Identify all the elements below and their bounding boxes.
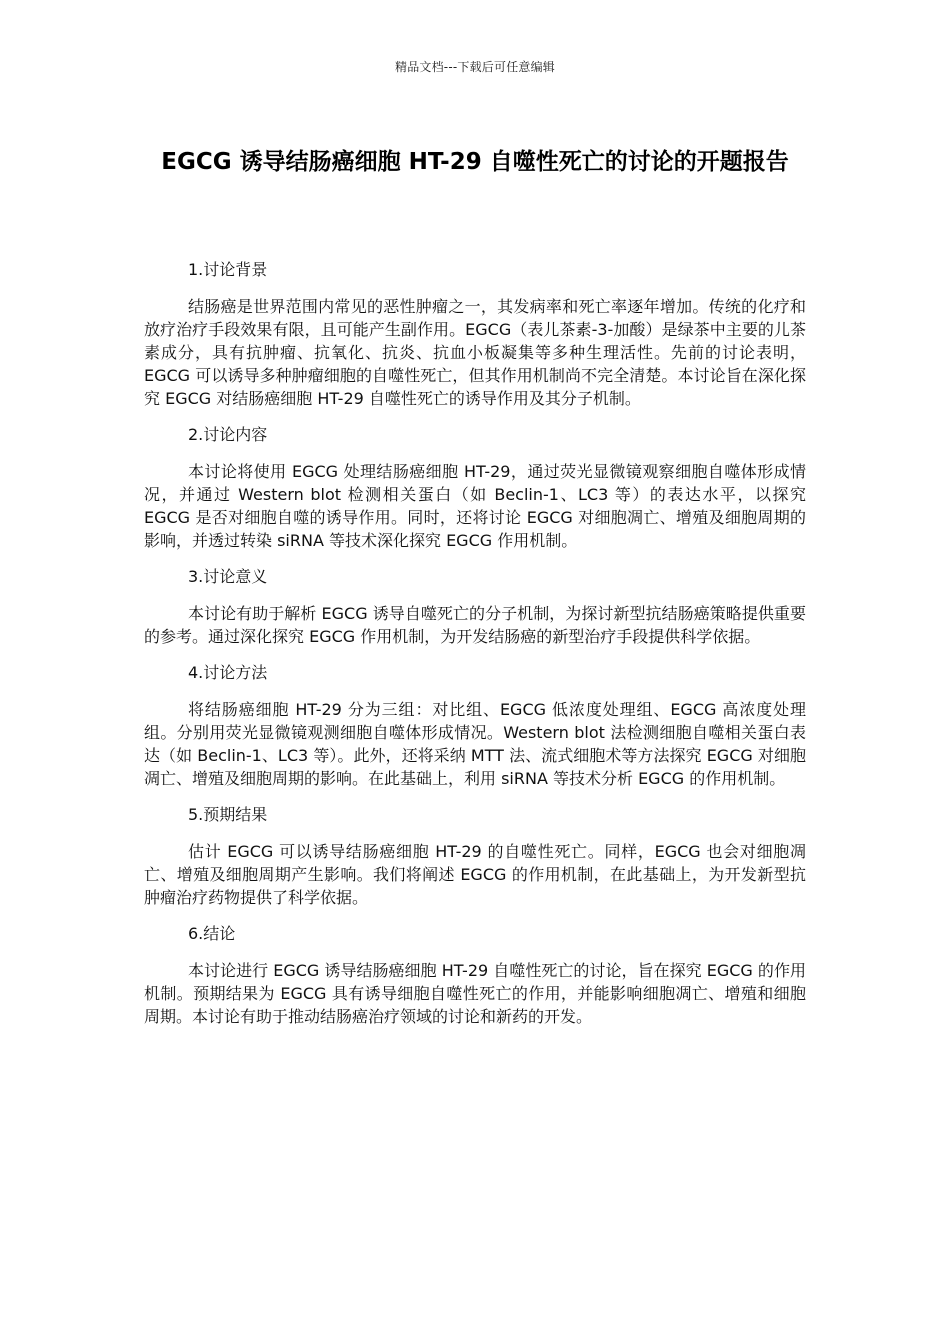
section-significance xyxy=(144,565,806,648)
section-paragraph: 将结肠癌细胞 HT-29 分为三组：对比组、EGCG 低浓度处理组、EGCG 高浓度处理组。分别用荧光显微镜观测细胞自噬体形成情况。Western blot 法检测细胞自噬相关蛋白表达（如 Beclin-1、LC3 等）。此外，还将采纳 MTT 法、流式细胞术等方法探究 EGCG 对细胞凋亡、增殖及细胞周期的影响。在此基础上，利用 siRNA 等技术分析 EGCG 的作用机制。 xyxy=(144,700,806,788)
section-heading: 3.讨论意义 xyxy=(188,567,268,586)
section-heading: 4.讨论方法 xyxy=(188,663,268,682)
document-body xyxy=(144,258,806,1041)
section-background xyxy=(144,258,806,410)
section-conclusion xyxy=(144,922,806,1028)
section-heading: 1.讨论背景 xyxy=(188,260,268,279)
section-heading: 2.讨论内容 xyxy=(188,425,268,444)
section-expected-results xyxy=(144,803,806,909)
section-paragraph: 估计 EGCG 可以诱导结肠癌细胞 HT-29 的自噬性死亡。同样，EGCG 也会对细胞凋亡、增殖及细胞周期产生影响。我们将阐述 EGCG 的作用机制，在此基础上，为开发新型抗肿瘤治疗药物提供了科学依据。 xyxy=(144,842,806,907)
section-heading: 6.结论 xyxy=(188,924,236,943)
section-paragraph: 本讨论进行 EGCG 诱导结肠癌细胞 HT-29 自噬性死亡的讨论，旨在探究 EGCG 的作用机制。预期结果为 EGCG 具有诱导细胞自噬性死亡的作用，并能影响细胞凋亡、增殖和细胞周期。本讨论有助于推动结肠癌治疗领域的讨论和新药的开发。 xyxy=(144,961,806,1026)
section-paragraph: 结肠癌是世界范围内常见的恶性肿瘤之一，其发病率和死亡率逐年增加。传统的化疗和放疗治疗手段效果有限，且可能产生副作用。EGCG（表儿茶素-3-加酸）是绿茶中主要的儿茶素成分，具有抗肿瘤、抗氧化、抗炎、抗血小板凝集等多种生理活性。先前的讨论表明，EGCG 可以诱导多种肿瘤细胞的自噬性死亡，但其作用机制尚不完全清楚。本讨论旨在深化探究 EGCG 对结肠癌细胞 HT-29 自噬性死亡的诱导作用及其分子机制。 xyxy=(144,297,806,408)
header-note: 精品文档---下载后可任意编辑 xyxy=(395,60,555,74)
section-paragraph: 本讨论有助于解析 EGCG 诱导自噬死亡的分子机制，为探讨新型抗结肠癌策略提供重要的参考。通过深化探究 EGCG 作用机制，为开发结肠癌的新型治疗手段提供科学依据。 xyxy=(144,604,806,646)
section-methods xyxy=(144,661,806,790)
section-paragraph: 本讨论将使用 EGCG 处理结肠癌细胞 HT-29，通过荧光显微镜观察细胞自噬体形成情况，并通过 Western blot 检测相关蛋白（如 Beclin-1、LC3 等）的表达水平，以探究 EGCG 是否对细胞自噬的诱导作用。同时，还将讨论 EGCG 对细胞凋亡、增殖及细胞周期的影响，并透过转染 siRNA 等技术深化探究 EGCG 作用机制。 xyxy=(144,462,806,550)
document-title: EGCG 诱导结肠癌细胞 HT-29 自噬性死亡的讨论的开题报告 xyxy=(161,149,789,175)
section-heading: 5.预期结果 xyxy=(188,805,268,824)
section-content xyxy=(144,423,806,552)
